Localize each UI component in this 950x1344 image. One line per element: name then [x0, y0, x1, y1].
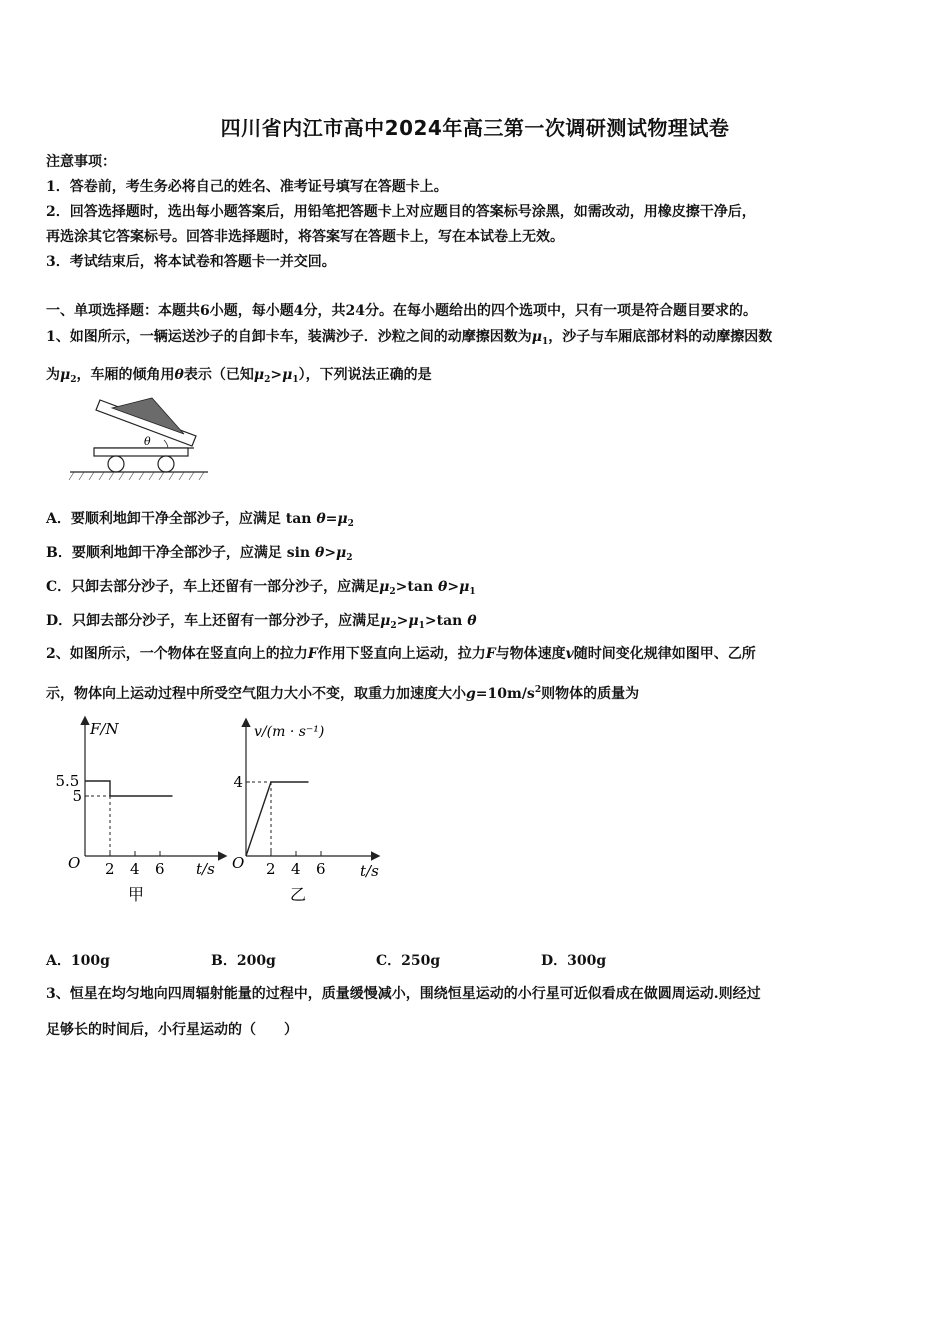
- jia-caption: 甲: [128, 885, 145, 904]
- notice-item-3: 3．考试结束后，将本试卷和答题卡一并交回。: [46, 254, 336, 270]
- q2-line-2: 示，物体向上运动过程中所受空气阻力大小不变，取重力加速度大小$g=10m/s^2$则物体的质量为: [46, 685, 640, 702]
- y-tick-label: 5: [72, 787, 83, 805]
- wheel-right: [158, 456, 174, 472]
- jia-x-label: t/s: [196, 860, 215, 878]
- notice-item-2-cont: 再选涂其它答案标号。回答非选择题时，将答案写在答题卡上，写在本试卷上无效。: [46, 229, 564, 245]
- truck-chassis: [94, 448, 188, 456]
- q2-option-b[interactable]: B．200g: [211, 953, 276, 969]
- page-title: 四川省内江市高中2024年高三第一次调研测试物理试卷: [220, 116, 730, 140]
- q1-option-b[interactable]: B．要顺利地卸干净全部沙子，应满足 $\sin \theta>\mu_2$: [46, 545, 353, 563]
- y-tick-label: 5.5: [55, 772, 80, 790]
- jia-origin: O: [68, 854, 81, 872]
- q1-option-d[interactable]: D．只卸去部分沙子，车上还留有一部分沙子，应满足$\mu_2>\mu_1>\tan$ θ: [46, 613, 477, 631]
- x-tick-label: 2: [105, 860, 115, 878]
- x-tick-label: 6: [155, 860, 165, 878]
- wheel-left: [108, 456, 124, 472]
- q2-option-c[interactable]: C．250g: [376, 953, 441, 969]
- yi-origin: O: [232, 854, 245, 872]
- dump-truck-figure: [68, 394, 218, 486]
- series-line: [246, 782, 309, 856]
- jia-y-label: F/N: [90, 720, 119, 738]
- q2-line-1: 2、如图所示，一个物体在竖直向上的拉力F作用下竖直向上运动，拉力F与物体速度v随时间变化规律如图甲、乙所: [46, 646, 756, 662]
- yi-y-label: v/(m · s⁻¹): [254, 724, 325, 740]
- q1-option-a[interactable]: A．要顺利地卸干净全部沙子，应满足 $\tan \theta=\mu_2$: [46, 511, 354, 529]
- q3-line-2: 足够长的时间后，小行星运动的（ ）: [46, 1022, 298, 1038]
- yi-caption: 乙: [290, 885, 307, 904]
- y-tick-label: 4: [233, 773, 244, 791]
- x-tick-label: 4: [291, 860, 301, 878]
- q2-option-d[interactable]: D．300g: [541, 953, 607, 969]
- q1-option-c[interactable]: C．只卸去部分沙子，车上还留有一部分沙子，应满足$\mu_2>\tan$ $\theta>\mu_1$: [46, 579, 476, 597]
- series-line: [85, 781, 173, 796]
- x-tick-label: 6: [316, 860, 326, 878]
- graph-yi: [228, 714, 398, 914]
- q2-option-a[interactable]: A．100g: [46, 953, 110, 969]
- q1-line-1: 1、如图所示，一辆运送沙子的自卸卡车，装满沙子．沙粒之间的动摩擦因数为$\mu_1$，沙子与车厢底部材料的动摩擦因数: [46, 329, 773, 347]
- yi-x-label: t/s: [360, 862, 379, 880]
- theta-label: θ: [144, 435, 151, 448]
- q1-line-2: 为$\mu_2$，车厢的倾角用θ表示（已知$\mu_2>\mu_1$），下列说法正确的是: [46, 367, 432, 385]
- notice-item-2: 2．回答选择题时，选出每小题答案后，用铅笔把答题卡上对应题目的答案标号涂黑，如需改动，用橡皮擦干净后，: [46, 204, 756, 220]
- graph-jia: [50, 714, 230, 914]
- notice-item-1: 1．答卷前，考生务必将自己的姓名、准考证号填写在答题卡上。: [46, 179, 448, 195]
- x-tick-label: 4: [130, 860, 140, 878]
- x-tick-label: 2: [266, 860, 276, 878]
- notice-heading: 注意事项：: [46, 154, 116, 170]
- section-header: 一、单项选择题：本题共6小题，每小题4分，共24分。在每小题给出的四个选项中，只有一项是符合题目要求的。: [46, 303, 757, 319]
- q3-line-1: 3、恒星在均匀地向四周辐射能量的过程中，质量缓慢减小，围绕恒星运动的小行星可近似看成在做圆周运动.则经过: [46, 986, 761, 1002]
